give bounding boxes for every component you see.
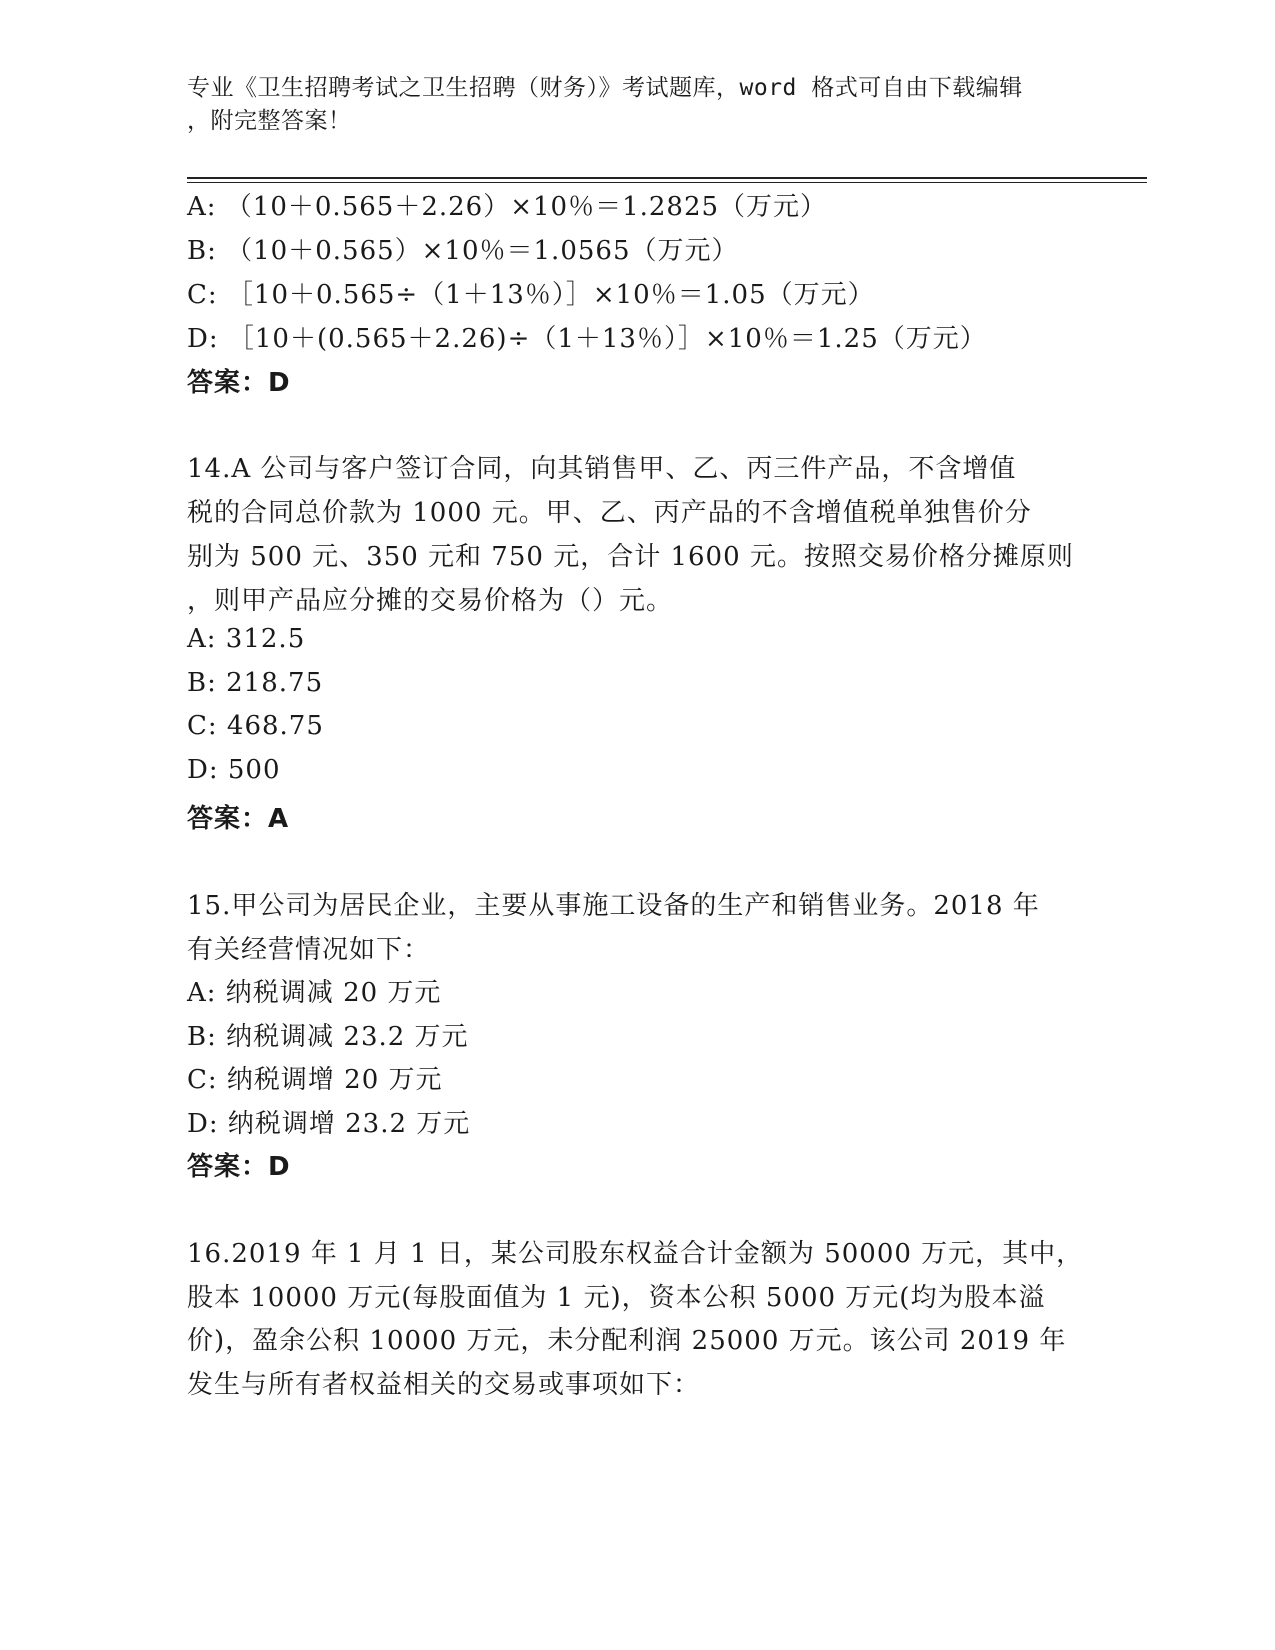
q15-option-a: A: 纳税调减 20 万元 [187,978,442,1008]
q13-option-d: D: ［10＋(0.565＋2.26)÷（1＋13％）］×10％＝1.25（万元） [187,324,987,354]
q16-stem-line-1: 16.2019 年 1 月 1 日，某公司股东权益合计金额为 50000 万元，其中， [187,1239,1084,1269]
q15-option-b: B: 纳税调减 23.2 万元 [187,1022,469,1052]
q14-option-d: D: 500 [187,755,281,785]
q15-option-d: D: 纳税调增 23.2 万元 [187,1109,471,1139]
q15-answer: 答案：D [187,1152,291,1182]
q14-option-b: B: 218.75 [187,668,324,698]
q15-option-c: C: 纳税调增 20 万元 [187,1065,443,1095]
header-divider-thin [187,182,1147,183]
q13-answer: 答案：D [187,368,291,398]
q15-stem-line-2: 有关经营情况如下： [187,935,431,965]
q16-stem-line-4: 发生与所有者权益相关的交易或事项如下： [187,1370,701,1400]
header-line-2: ，附完整答案！ [187,108,352,134]
q14-option-a: A: 312.5 [187,624,306,654]
q14-stem-line-2: 税的合同总价款为 1000 元。甲、乙、丙产品的不含增值税单独售价分 [187,498,1032,528]
document-header [187,72,1087,138]
header-line-1: 专业《卫生招聘考试之卫生招聘（财务）》考试题库，word 格式可自由下载编辑 [187,75,1023,101]
q13-option-b: B: （10＋0.565）×10％＝1.0565（万元） [187,236,739,266]
q16-stem-line-3: 价)，盈余公积 10000 万元，未分配利润 25000 万元。该公司 2019 年 [187,1326,1067,1356]
q14-answer: 答案：A [187,804,290,834]
q14-option-c: C: 468.75 [187,711,324,741]
q16-stem-line-2: 股本 10000 万元(每股面值为 1 元)，资本公积 5000 万元(均为股本溢 [187,1283,1046,1313]
q15-stem-line-1: 15.甲公司为居民企业，主要从事施工设备的生产和销售业务。2018 年 [187,891,1040,921]
q13-option-a: A: （10＋0.565＋2.26）×10％＝1.2825（万元） [187,192,828,222]
q14-stem-line-1: 14.A 公司与客户签订合同，向其销售甲、乙、丙三件产品，不含增值 [187,454,1017,484]
q14-stem-line-3: 别为 500 元、350 元和 750 元，合计 1600 元。按照交易价格分摊原则 [187,542,1074,572]
q14-stem-line-4: ，则甲产品应分摊的交易价格为（）元。 [187,586,674,616]
q13-option-c: C: ［10＋0.565÷（1＋13％）］×10％＝1.05（万元） [187,280,875,310]
header-divider-thick [187,177,1147,179]
